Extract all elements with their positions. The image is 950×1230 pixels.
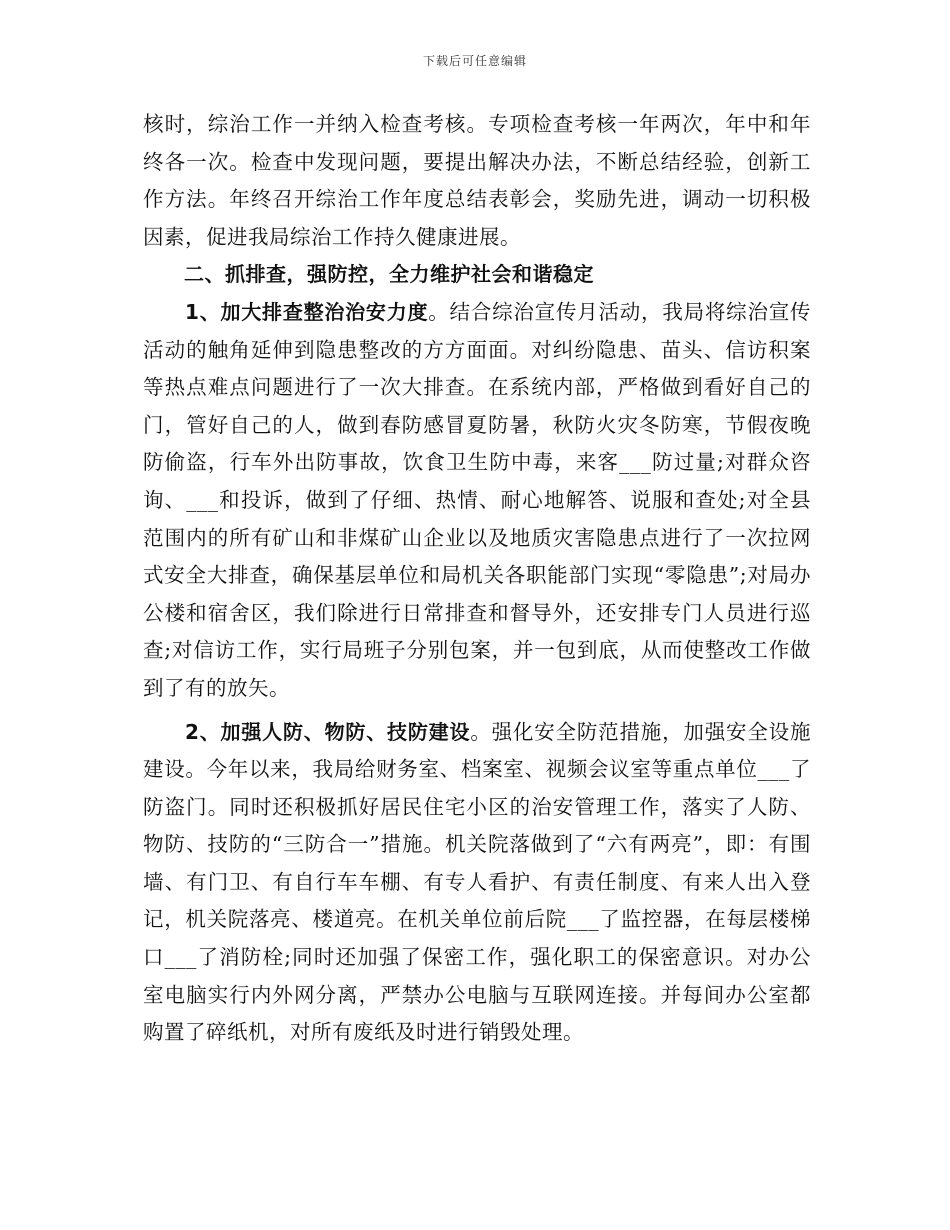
paragraph-body-text: 。结合综治宣传月活动，我局将综治宣传活动的触角延伸到隐患整改的方方面面。对纠纷隐患、苗头、信访积案等热点难点问题进行了一次大排查。在系统内部，严格做到看好自己的门，管好自己的人，做到春防感冒夏防暑，秋防火灾冬防寒，节假夜晚防偷盗，行车外出防事故，饮食卫生防中毒，来客___防过量;对群众咨询、___和投诉，做到了仔细、热情、耐心地解答、说服和查处;对全县范围内的所有矿山和非煤矿山企业以及地质灾害隐患点进行了一次拉网式安全大排查，确保基层单位和局机关各职能部门实现“零隐患”;对局办公楼和宿舍区，我们除进行日常排查和督导外，还安排专门人员进行巡查;对信访工作，实行局班子分别包案，并一包到底，从而使整改工作做到了有的放矢。 (143, 299, 812, 700)
paragraph-body-text: 。强化安全防范措施，加强安全设施建设。今年以来，我局给财务室、档案室、视频会议室等重点单位___了防盗门。同时还积极抓好居民住宅小区的治安管理工作，落实了人防、物防、技防的“三防合一”措施。机关院落做到了“六有两亮”，即：有围墙、有门卫、有自行车车棚、有专人看护、有责任制度、有来人出入登记，机关院落亮、楼道亮。在机关单位前后院___了监控器，在每层楼梯口___了消防栓;同时还加强了保密工作，强化职工的保密意识。对办公室电脑实行内外网分离，严禁办公电脑与互联网连接。并每间办公室都购置了碎纸机，对所有废纸及时进行销毁处理。 (143, 719, 811, 1045)
page-header: 下载后可任意编辑 (422, 54, 527, 68)
document-body (143, 106, 811, 1052)
paragraph-prevention (143, 714, 811, 1052)
section-heading: 二、抓排查，强防控，全力维护社会和谐稳定 (184, 262, 594, 287)
paragraph-investigation (143, 294, 811, 708)
paragraph-lead-title: 2、加强人防、物防、技防建设 (185, 719, 471, 744)
paragraph-lead-title: 1、加大排查整治治安力度 (185, 299, 429, 324)
paragraph-continuation: 核时，综治工作一并纳入检查考核。专项检查考核一年两次，年中和年终各一次。检查中发现问题，要提出解决办法，不断总结经验，创新工作方法。年终召开综治工作年度总结表彰会，奖励先进，调动一切积极因素，促进我局综治工作持久健康进展。 (143, 112, 811, 249)
